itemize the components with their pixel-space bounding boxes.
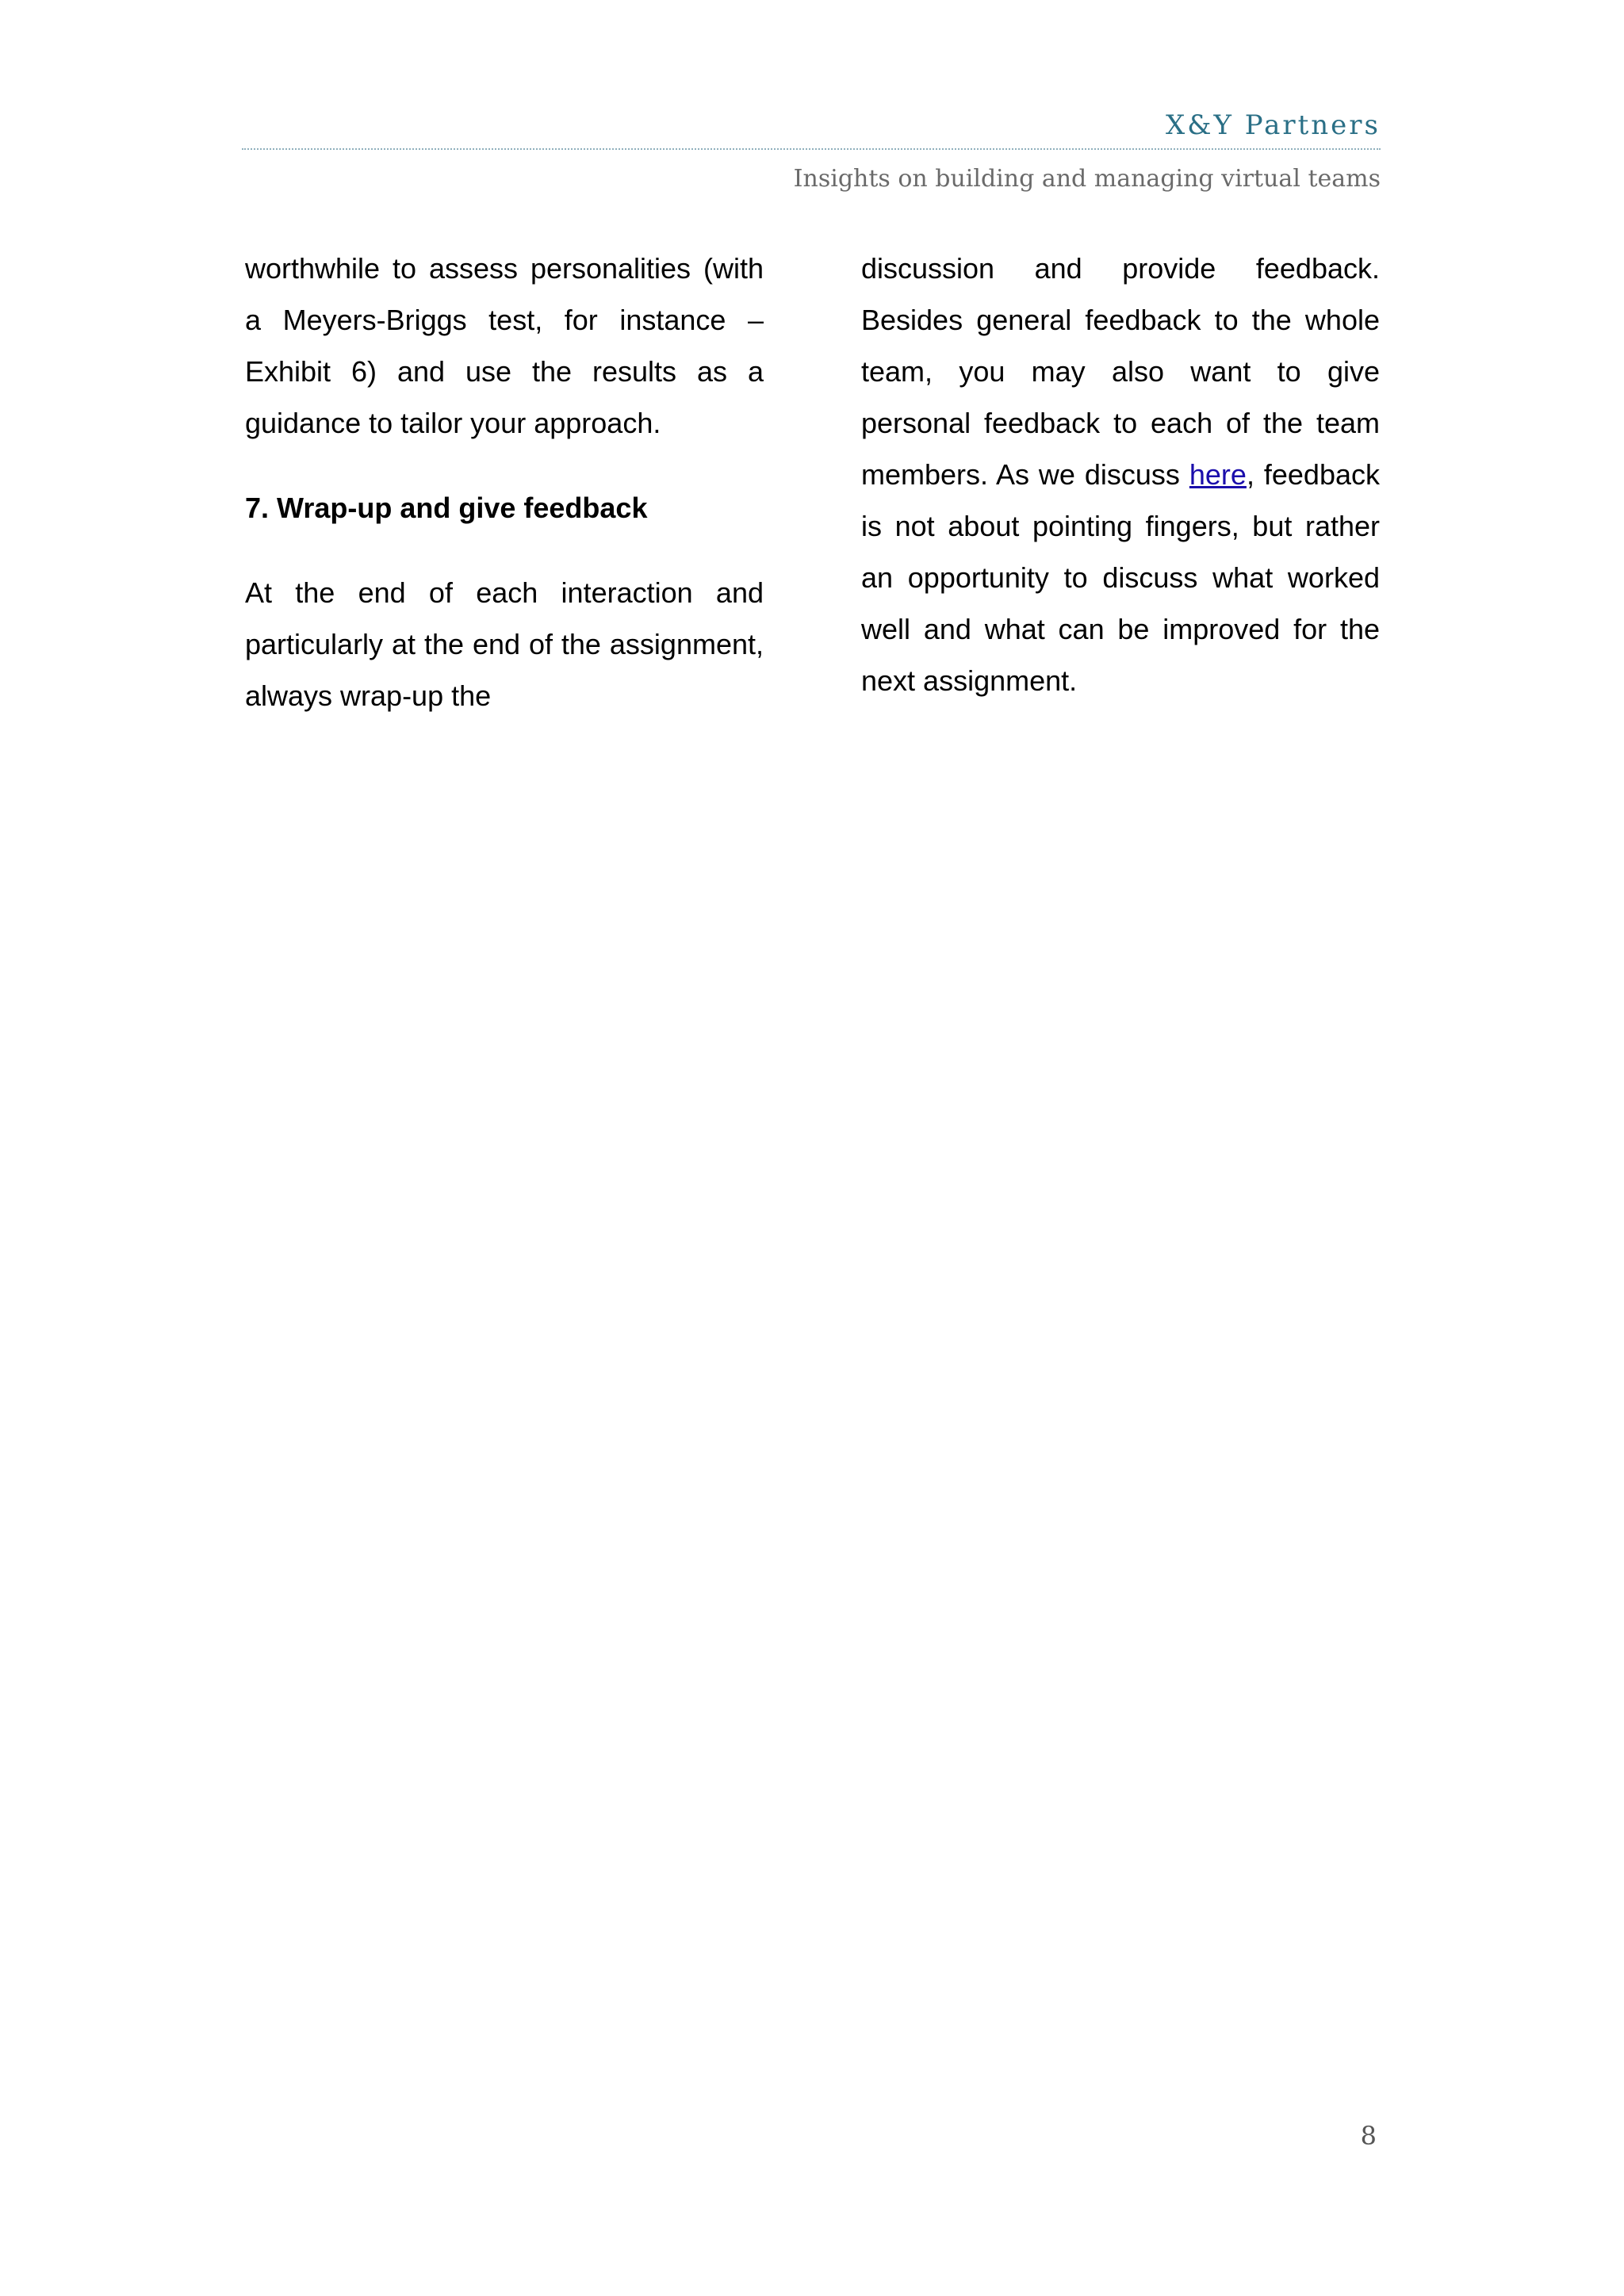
- paragraph-wrap-up: At the end of each interaction and particularly at the end of the assignment, always wrap-up the: [245, 576, 764, 712]
- right-column: [861, 243, 1380, 706]
- header-divider: [242, 148, 1381, 150]
- section-heading: 7. Wrap-up and give feedback: [245, 492, 648, 524]
- here-link[interactable]: here: [1189, 458, 1247, 491]
- left-column: [245, 243, 764, 721]
- brand-name: X&Y Partners: [1166, 109, 1381, 141]
- page-number: 8: [1360, 2121, 1377, 2151]
- paragraph-personalities: worthwhile to assess personalities (with a Meyers-Briggs test, for instance – Exhibit 6) and use the results as a guidance to tailor your approach.: [245, 252, 764, 439]
- paragraph-feedback: [861, 243, 1380, 706]
- paragraph-text-start: discussion and provide feedback. Besides general feedback to the whole team, you may also want to give personal feedback to each of the team members. As we discuss: [861, 252, 1380, 491]
- page-header: [242, 103, 1381, 201]
- header-subtitle: Insights on building and managing virtual teams: [793, 165, 1381, 193]
- paragraph-text-end: , feedback is not about pointing fingers, but rather an opportunity to discuss what worked well and what can be improved for the next assignment.: [861, 458, 1380, 697]
